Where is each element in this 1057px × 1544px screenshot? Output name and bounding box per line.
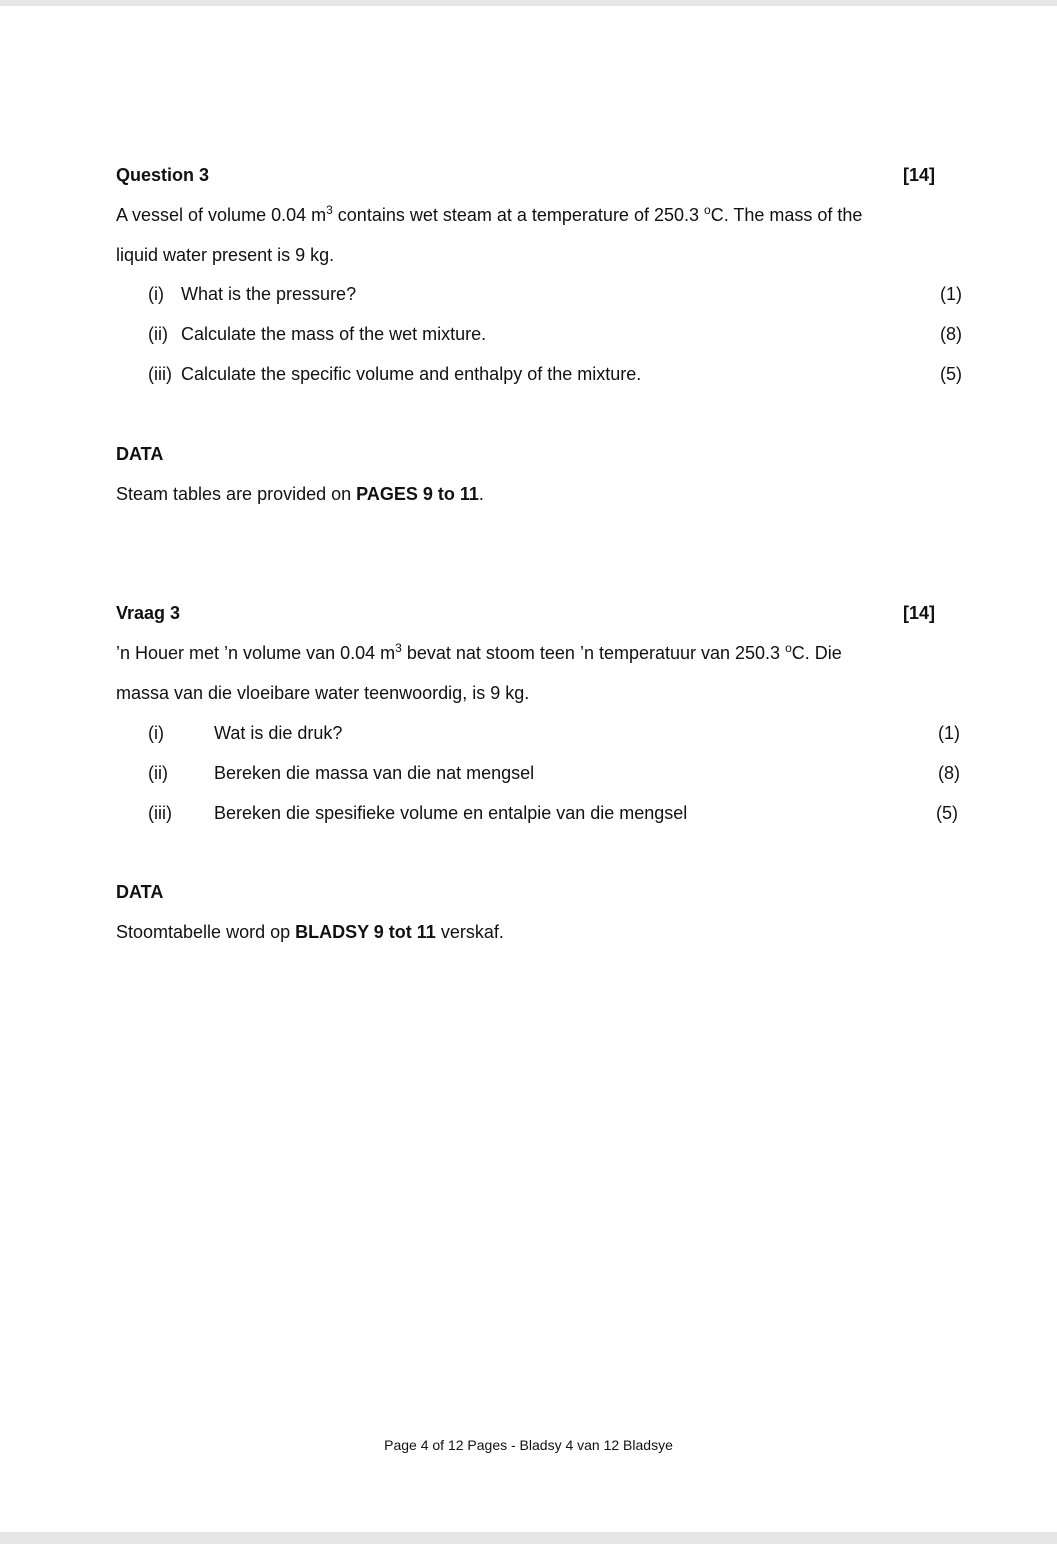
sub-question-text: Calculate the mass of the wet mixture. — [181, 324, 487, 344]
sub-question-number: (i) — [148, 284, 164, 304]
page-footer: Page 4 of 12 Pages - Bladsy 4 van 12 Bladsye — [384, 1437, 673, 1453]
data-text-afrikaans: Stoomtabelle word op BLADSY 9 tot 11 verskaf. — [116, 922, 504, 942]
sub-vraag-text: Bereken die massa van die nat mengsel — [214, 763, 535, 783]
sub-vraag-number: (ii) — [148, 763, 168, 783]
question-total-marks: [14] — [903, 165, 936, 185]
question-intro-line-2: liquid water present is 9 kg. — [116, 245, 335, 265]
vraag-total-marks: [14] — [903, 603, 936, 623]
data-heading: DATA — [116, 444, 164, 464]
vraag-title: Vraag 3 — [116, 603, 181, 623]
data-heading-afrikaans: DATA — [116, 882, 164, 902]
sub-question-text: Calculate the specific volume and enthalpy of the mixture. — [181, 364, 642, 384]
vraag-intro-line-1: ’n Houer met ’n volume van 0.04 $m^3$ bevat nat stoom teen ’n temperatuur van 250.3 $^o$C. Die — [116, 641, 842, 663]
exam-page — [0, 6, 1057, 1532]
sub-vraag-number: (iii) — [148, 803, 172, 823]
data-text: Steam tables are provided on PAGES 9 to 11. — [116, 484, 484, 504]
sub-question-number: (iii) — [148, 364, 172, 384]
sub-question-marks: (1) — [940, 284, 962, 304]
sub-vraag-marks: (1) — [938, 723, 960, 743]
question-title: Question 3 — [116, 165, 210, 185]
sub-vraag-marks: (8) — [938, 763, 960, 783]
sub-question-text: What is the pressure? — [181, 284, 357, 304]
sub-vraag-text: Wat is die druk? — [214, 723, 343, 743]
vraag-intro-line-2: massa van die vloeibare water teenwoordig, is 9 kg. — [116, 683, 530, 703]
sub-vraag-text: Bereken die spesifieke volume en entalpie van die mengsel — [214, 803, 688, 823]
sub-vraag-number: (i) — [148, 723, 164, 743]
sub-question-number: (ii) — [148, 324, 168, 344]
question-intro-line-1: A vessel of volume 0.04 $m^3$ contains wet steam at a temperature of 250.3 $^o$C. The mass of the — [116, 203, 863, 225]
sub-question-marks: (5) — [940, 364, 962, 384]
sub-vraag-marks: (5) — [936, 803, 958, 823]
sub-question-marks: (8) — [940, 324, 962, 344]
